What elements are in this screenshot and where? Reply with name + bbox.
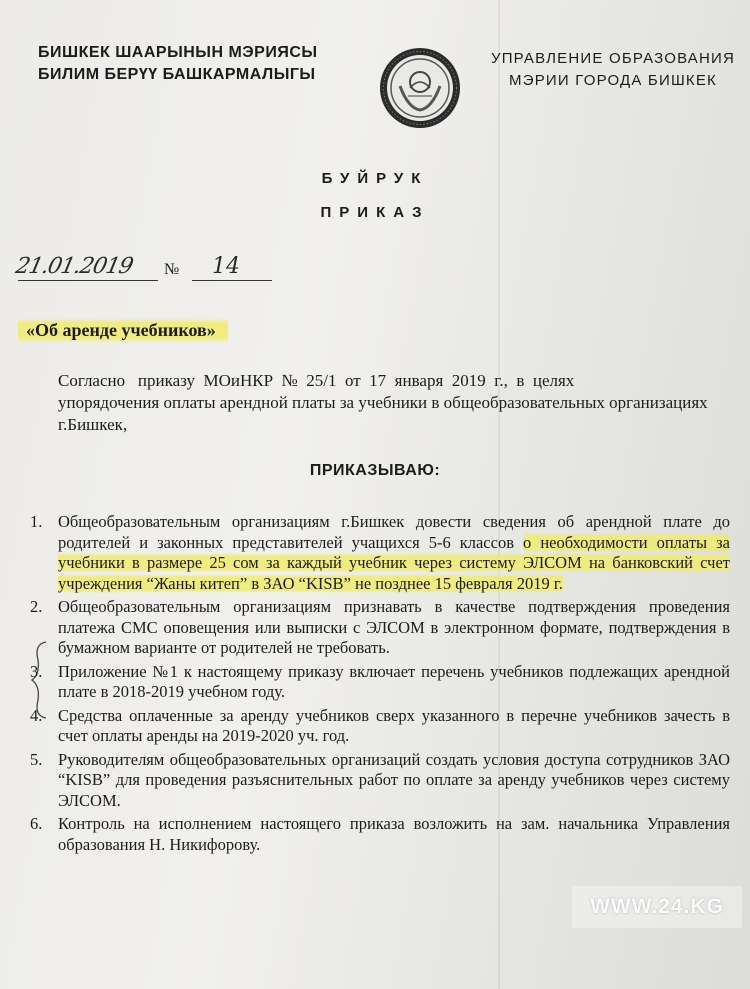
list-item bbox=[24, 512, 730, 594]
item-number: 1. bbox=[30, 512, 43, 531]
item-number: 4. bbox=[30, 705, 43, 725]
header-left-line2: БИЛИМ БЕРҮҮ БАШКАРМАЛЫГЫ bbox=[38, 66, 316, 83]
item-text: Приложение №1 к настоящему приказу включает перечень учебников подлежащих арендной плате в 2018-2019 учебном году. bbox=[58, 661, 730, 701]
item-number: 5. bbox=[30, 749, 43, 769]
item-number: 6. bbox=[30, 814, 43, 833]
site-watermark: WWW.24.KG bbox=[572, 886, 742, 928]
item-text-plain: Общеобразовательным организациям г.Бишкек довести сведения об арендной плате до родителей и законных представителей учащихся 5-6 классов bbox=[58, 512, 730, 552]
item-number: 2. bbox=[30, 597, 43, 616]
header-right-line2: МЭРИИ ГОРОДА БИШКЕК bbox=[509, 72, 717, 89]
order-heading: ПРИКАЗЫВАЮ: bbox=[309, 462, 441, 479]
title-russian: ПРИКАЗ bbox=[320, 204, 430, 221]
header-left-line1: БИШКЕК ШААРЫНЫН МЭРИЯСЫ bbox=[38, 44, 318, 61]
intro-rest: упорядочения оплаты арендной платы за учебники в общеобразовательных организациях г.Бишкек, bbox=[58, 393, 708, 434]
number-sign: № bbox=[164, 261, 180, 278]
intro-line1: Согласно приказу МОиНКР № 25/1 от 17 января 2019 г., в целях bbox=[58, 371, 575, 390]
list-item bbox=[24, 662, 730, 703]
item-number: 3. bbox=[30, 661, 43, 681]
handwritten-number: 14 bbox=[212, 254, 240, 279]
item-text: Руководителям общеобразовательных организаций создать условия доступа сотрудников ЗАО “KISB” для проведения разъяснительных работ по оплате за аренду учебников через систему ЭЛСОМ. bbox=[58, 749, 730, 810]
header-right-line1: УПРАВЛЕНИЕ ОБРАЗОВАНИЯ bbox=[490, 50, 736, 67]
header-left bbox=[38, 42, 368, 86]
item-text: Общеобразовательным организациям признавать в качестве подтверждения проведения платежа СМС оповещения или выписки с ЭЛСОМ в электронном формате, подтверждения в бумажном варианте от родителей не требовать. bbox=[58, 597, 730, 657]
order-items-list bbox=[24, 512, 730, 858]
date-underline bbox=[18, 280, 158, 281]
list-item bbox=[24, 706, 730, 747]
item-text bbox=[58, 512, 730, 594]
handwritten-date: 21.01.2019 bbox=[13, 254, 135, 279]
item-text-highlighted: о необходимости оплаты за учебники в размере 25 сом за каждый учебник через систему ЭЛСОМ на банковский счет учреждения “Жаны китеп” в ЗАО “KISB” не позднее 15 февраля 2019 г. bbox=[58, 532, 730, 593]
list-item bbox=[24, 814, 730, 855]
state-emblem-seal bbox=[378, 46, 462, 130]
date-number-line bbox=[14, 254, 274, 284]
order-subject: «Об аренде учебников» bbox=[18, 318, 228, 343]
list-item bbox=[24, 750, 730, 812]
item-text: Средства оплаченные за аренду учебников сверх указанного в перечне учебников зачесть в счет оплаты аренды на 2019-2020 уч. год. bbox=[58, 705, 730, 745]
list-item bbox=[24, 597, 730, 659]
intro-paragraph bbox=[58, 370, 734, 436]
header-right bbox=[478, 48, 748, 92]
item-text: Контроль на исполнением настоящего приказа возложить на зам. начальника Управления образования Н. Никифорову. bbox=[58, 814, 730, 854]
number-underline bbox=[192, 280, 272, 281]
title-kyrgyz: БУЙРУК bbox=[321, 170, 429, 187]
